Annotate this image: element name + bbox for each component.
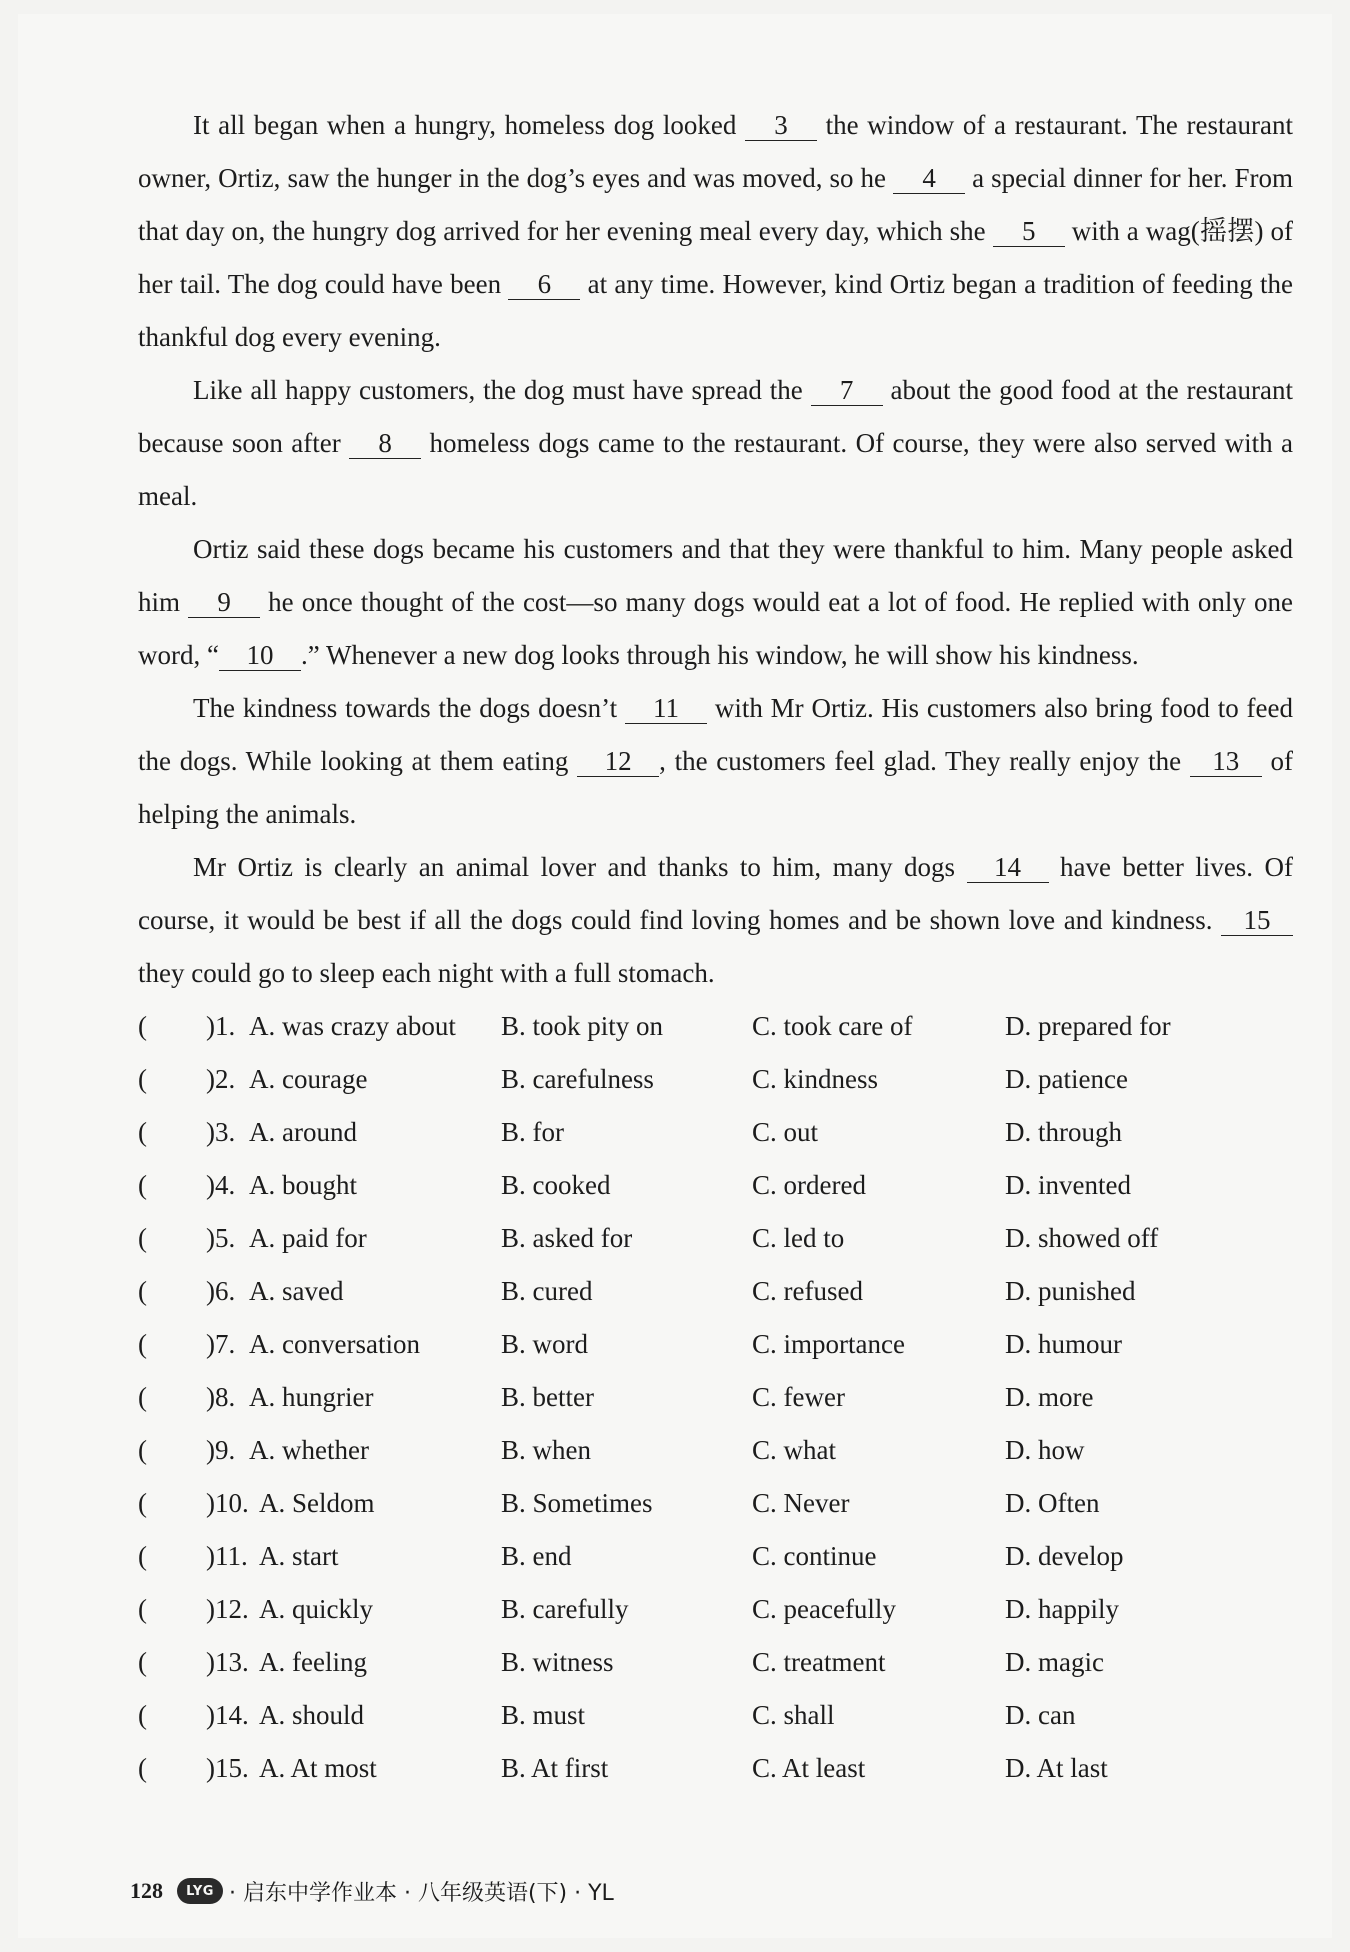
- question-row: [138, 1265, 1293, 1318]
- option-a: A. hungrier: [249, 1382, 374, 1412]
- option-c: C. importance: [752, 1329, 905, 1359]
- option-c: C. what: [752, 1435, 836, 1465]
- question-number: )11.: [206, 1541, 248, 1571]
- document-page: [18, 14, 1332, 1938]
- question-number: )14.: [206, 1700, 249, 1730]
- option-a: A. courage: [249, 1064, 368, 1094]
- text: Ortiz said these dogs became his customers and that they were thankful to him. Many people asked him: [138, 534, 1293, 617]
- answer-paren[interactable]: (: [138, 1647, 147, 1677]
- option-c: C. kindness: [752, 1064, 879, 1094]
- question-number: )6.: [206, 1276, 236, 1306]
- question-row: [138, 1212, 1293, 1265]
- text: Mr Ortiz is clearly an animal lover and thanks to him, many dogs: [193, 852, 967, 882]
- option-d: D. Often: [1005, 1488, 1100, 1518]
- option-d: D. happily: [1005, 1594, 1119, 1624]
- option-a: A. conversation: [249, 1329, 420, 1359]
- text: the window of a restaurant. The restaurant owner, Ortiz, saw the hunger in the dog’s eyes and was moved, so he: [138, 110, 1293, 193]
- text: he once thought of the cost—so many dogs would eat a lot of food. He replied with only one word, “: [138, 587, 1293, 670]
- option-c: C. continue: [752, 1541, 877, 1571]
- text: The kindness towards the dogs doesn’t: [193, 693, 625, 723]
- publisher-logo-icon: LYG: [177, 1878, 223, 1904]
- option-a: A. was crazy about: [249, 1011, 456, 1041]
- answer-paren[interactable]: (: [138, 1382, 147, 1412]
- passage: [138, 99, 1293, 1795]
- option-d: D. develop: [1005, 1541, 1124, 1571]
- option-a: A. At most: [259, 1753, 377, 1783]
- answer-paren[interactable]: (: [138, 1488, 147, 1518]
- text: about the good food at the restaurant because soon after: [138, 375, 1293, 458]
- question-row: [138, 1424, 1293, 1477]
- question-row: [138, 1106, 1293, 1159]
- option-b: B. asked for: [501, 1223, 633, 1253]
- blank-12: 12: [577, 746, 659, 777]
- answer-paren[interactable]: (: [138, 1117, 147, 1147]
- option-b: B. must: [501, 1700, 586, 1730]
- option-c: C. took care of: [752, 1011, 913, 1041]
- text: , the customers feel glad. They really enjoy the: [659, 746, 1190, 776]
- question-number: )5.: [206, 1223, 236, 1253]
- text: with Mr Ortiz. His customers also bring food to feed the dogs. While looking at them eating: [138, 693, 1294, 776]
- question-row: [138, 1318, 1293, 1371]
- book-title: · 启东中学作业本 · 八年级英语(下) · YL: [229, 1880, 614, 1906]
- answer-paren[interactable]: (: [138, 1011, 147, 1041]
- option-d: D. patience: [1005, 1064, 1128, 1094]
- paragraph-2: [138, 364, 1293, 523]
- option-a: A. Seldom: [259, 1488, 375, 1518]
- option-a: A. around: [249, 1117, 357, 1147]
- option-c: C. At least: [752, 1753, 866, 1783]
- option-d: D. At last: [1005, 1753, 1108, 1783]
- question-number: )1.: [206, 1011, 236, 1041]
- question-row: [138, 1583, 1293, 1636]
- option-a: A. paid for: [249, 1223, 367, 1253]
- blank-7: 7: [811, 375, 883, 406]
- option-d: D. prepared for: [1005, 1011, 1171, 1041]
- option-a: A. bought: [249, 1170, 357, 1200]
- option-c: C. out: [752, 1117, 819, 1147]
- option-d: D. through: [1005, 1117, 1122, 1147]
- text: have better lives. Of course, it would be best if all the dogs could find loving homes and be shown love and kindness.: [138, 852, 1293, 935]
- answer-paren[interactable]: (: [138, 1223, 147, 1253]
- question-row: [138, 1477, 1293, 1530]
- question-number: )4.: [206, 1170, 236, 1200]
- option-d: D. showed off: [1005, 1223, 1159, 1253]
- question-row: [138, 1159, 1293, 1212]
- option-d: D. invented: [1005, 1170, 1131, 1200]
- text: they could go to sleep each night with a full stomach.: [138, 958, 715, 988]
- option-b: B. when: [501, 1435, 591, 1465]
- option-a: A. whether: [249, 1435, 369, 1465]
- option-b: B. cured: [501, 1276, 593, 1306]
- option-b: B. Sometimes: [501, 1488, 653, 1518]
- option-d: D. can: [1005, 1700, 1076, 1730]
- answer-paren[interactable]: (: [138, 1276, 147, 1306]
- answer-paren[interactable]: (: [138, 1329, 147, 1359]
- option-b: B. took pity on: [501, 1011, 664, 1041]
- option-b: B. witness: [501, 1647, 614, 1677]
- text: homeless dogs came to the restaurant. Of course, they were also served with a meal.: [138, 428, 1293, 511]
- answer-paren[interactable]: (: [138, 1064, 147, 1094]
- paragraph-5: [138, 841, 1293, 1000]
- text: with a wag(摇摆) of her tail. The dog could have been: [138, 216, 1293, 299]
- question-number: )12.: [206, 1594, 249, 1624]
- option-b: B. cooked: [501, 1170, 611, 1200]
- text: Like all happy customers, the dog must have spread the: [193, 375, 811, 405]
- question-number: )15.: [206, 1753, 249, 1783]
- question-row: [138, 1689, 1293, 1742]
- option-c: C. peacefully: [752, 1594, 896, 1624]
- text: a special dinner for her. From that day on, the hungry dog arrived for her evening meal every day, which she: [138, 163, 1293, 246]
- answer-paren[interactable]: (: [138, 1435, 147, 1465]
- option-a: A. quickly: [259, 1594, 373, 1624]
- blank-5: 5: [993, 216, 1065, 247]
- text: .” Whenever a new dog looks through his window, he will show his kindness.: [300, 640, 1139, 670]
- question-list: [138, 1000, 1293, 1795]
- option-d: D. how: [1005, 1435, 1085, 1465]
- question-row: [138, 1530, 1293, 1583]
- blank-6: 6: [508, 269, 580, 300]
- option-d: D. humour: [1005, 1329, 1122, 1359]
- blank-10: 10: [219, 640, 301, 671]
- question-number: )10.: [206, 1488, 249, 1518]
- blank-14: 14: [967, 852, 1049, 883]
- option-a: A. saved: [249, 1276, 344, 1306]
- option-b: B. carefulness: [501, 1064, 654, 1094]
- paragraph-3: [138, 523, 1293, 682]
- option-c: C. shall: [752, 1700, 835, 1730]
- option-c: C. fewer: [752, 1382, 845, 1412]
- question-number: )3.: [206, 1117, 236, 1147]
- answer-paren[interactable]: (: [138, 1594, 147, 1624]
- text: It all began when a hungry, homeless dog looked: [193, 110, 746, 140]
- answer-paren[interactable]: (: [138, 1541, 147, 1571]
- option-d: D. more: [1005, 1382, 1094, 1412]
- option-b: B. for: [501, 1117, 564, 1147]
- text: at any time. However, kind Ortiz began a tradition of feeding the thankful dog every evening.: [138, 269, 1294, 352]
- option-a: A. should: [259, 1700, 365, 1730]
- answer-paren[interactable]: (: [138, 1700, 147, 1730]
- blank-3: 3: [745, 110, 817, 141]
- option-b: B. end: [501, 1541, 572, 1571]
- question-row: [138, 1000, 1293, 1053]
- paragraph-4: [138, 682, 1293, 841]
- question-row: [138, 1053, 1293, 1106]
- option-b: B. word: [501, 1329, 588, 1359]
- question-number: )9.: [206, 1435, 236, 1465]
- paragraph-1: [138, 99, 1293, 364]
- question-number: )2.: [206, 1064, 236, 1094]
- blank-11: 11: [625, 693, 707, 724]
- answer-paren[interactable]: (: [138, 1753, 147, 1783]
- question-number: )8.: [206, 1382, 236, 1412]
- option-c: C. ordered: [752, 1170, 866, 1200]
- option-d: D. magic: [1005, 1647, 1104, 1677]
- option-c: C. refused: [752, 1276, 863, 1306]
- question-number: )13.: [206, 1647, 249, 1677]
- blank-8: 8: [349, 428, 421, 459]
- option-a: A. start: [259, 1541, 339, 1571]
- option-d: D. punished: [1005, 1276, 1136, 1306]
- question-number: )7.: [206, 1329, 236, 1359]
- text: of helping the animals.: [138, 746, 1293, 829]
- blank-13: 13: [1190, 746, 1262, 777]
- blank-9: 9: [188, 587, 260, 618]
- blank-15: 15: [1221, 905, 1293, 936]
- answer-paren[interactable]: (: [138, 1170, 147, 1200]
- option-c: C. led to: [752, 1223, 845, 1253]
- question-row: [138, 1742, 1293, 1795]
- option-b: B. better: [501, 1382, 594, 1412]
- question-row: [138, 1636, 1293, 1689]
- option-a: A. feeling: [259, 1647, 367, 1677]
- blank-4: 4: [893, 163, 965, 194]
- page-footer: [130, 1874, 614, 1908]
- page-number: 128: [130, 1878, 163, 1903]
- option-b: B. carefully: [501, 1594, 629, 1624]
- option-b: B. At first: [501, 1753, 609, 1783]
- option-c: C. treatment: [752, 1647, 886, 1677]
- question-row: [138, 1371, 1293, 1424]
- option-c: C. Never: [752, 1488, 850, 1518]
